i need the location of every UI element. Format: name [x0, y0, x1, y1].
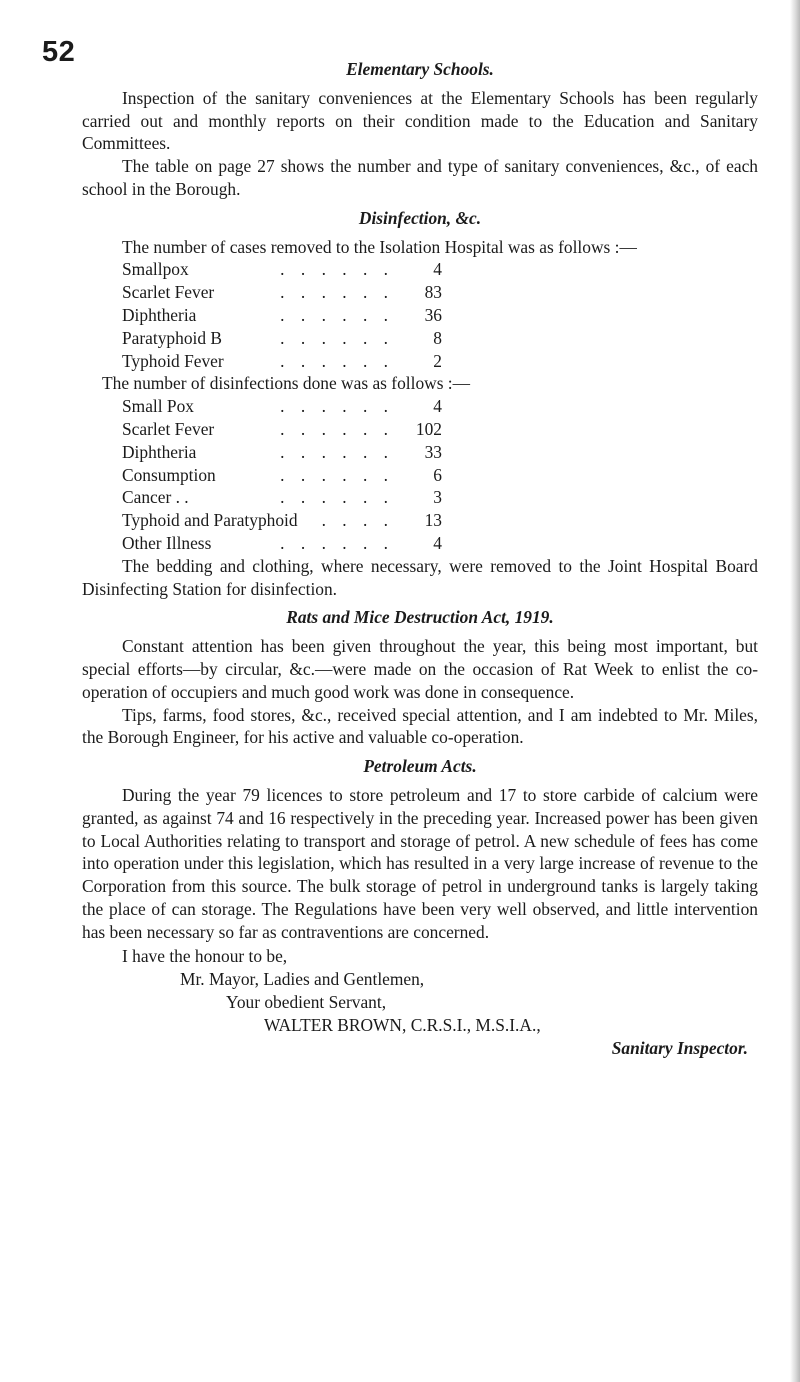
document-body	[82, 58, 758, 1059]
list-item	[122, 327, 442, 350]
item-value: 4	[433, 532, 442, 553]
signature-address: Mr. Mayor, Ladies and Gentlemen,	[180, 969, 425, 990]
leader-dots: . . . . . .	[280, 418, 394, 439]
list-item	[122, 281, 442, 304]
item-value: 2	[433, 350, 442, 371]
leader-dots: . . . . . .	[280, 441, 394, 462]
item-value: 102	[415, 418, 442, 439]
item-name: Scarlet Fever	[122, 418, 215, 439]
item-value: 83	[424, 282, 442, 303]
paragraph: Tips, farms, food stores, &c., received special attention, and I am indebted to Mr. Miles, the Borough Engineer, for his active and valuable co-operation.	[82, 704, 758, 748]
removed-cases-intro: The number of cases removed to the Isolation Hospital was as follows :—	[122, 236, 637, 257]
list-item	[122, 509, 442, 532]
signature-salutation: I have the honour to be,	[122, 946, 288, 967]
item-name: Scarlet Fever	[122, 282, 215, 303]
list-item	[122, 464, 442, 487]
section-petroleum	[82, 755, 758, 943]
signature-title: Sanitary Inspector.	[611, 1037, 748, 1058]
list-item	[122, 304, 442, 327]
item-name: Typhoid and Paratyphoid	[122, 510, 298, 531]
signature-closing: Your obedient Servant,	[226, 992, 387, 1013]
item-value: 4	[433, 259, 442, 280]
leader-dots: . . . . . .	[280, 282, 394, 303]
leader-dots: . . . .	[321, 510, 394, 531]
item-name: Small Pox	[122, 396, 194, 417]
leader-dots: . . . . . .	[280, 327, 394, 348]
list-item	[122, 486, 442, 509]
item-name: Consumption	[122, 464, 216, 485]
item-value: 36	[424, 304, 442, 325]
paragraph: Constant attention has been given throughout the year, this being most important, but special efforts—by circular, &c.—were made on the occasion of Rat Week to enlist the co-operation of occupiers and much good work was done in consequence.	[82, 636, 758, 702]
item-value: 6	[433, 464, 442, 485]
heading-elementary-schools: Elementary Schools.	[346, 59, 494, 79]
section-elementary-schools	[82, 58, 758, 201]
heading-rats-mice: Rats and Mice Destruction Act, 1919.	[286, 607, 554, 628]
list-item	[122, 395, 442, 418]
item-name: Other Illness	[122, 532, 212, 553]
item-name: Diphtheria	[122, 304, 197, 325]
leader-dots: . . . . . .	[280, 487, 394, 508]
signature-name: WALTER BROWN, C.R.S.I., M.S.I.A.,	[264, 1014, 541, 1035]
list-item	[122, 258, 442, 281]
item-name: Diphtheria	[122, 441, 197, 462]
item-value: 3	[433, 487, 442, 508]
leader-dots: . . . . . .	[280, 464, 394, 485]
section-disinfection	[82, 207, 758, 601]
page-number: 52	[42, 36, 76, 68]
leader-dots: . . . . . .	[280, 350, 394, 371]
item-value: 13	[424, 510, 442, 531]
paragraph: During the year 79 licences to store petroleum and 17 to store carbide of calcium were granted, as against 74 and 16 respectively in the preceding year. Increased power has been given to Local Authorities relating to transport and storage of petrol. A new schedule of fees has come into operation under this legislation, which has resulted in a very large increase of revenue to the Corporation from this source. The bulk storage of petrol in underground tanks is largely taking the place of can storage. The Regulations have been very well observed, and little intervention has been necessary so far as contraventions are concerned.	[82, 784, 758, 942]
item-value: 33	[424, 441, 442, 462]
list-item	[122, 441, 442, 464]
list-item	[122, 418, 442, 441]
paragraph: The table on page 27 shows the number and type of sanitary conveniences, &c., of each school in the Borough.	[82, 156, 758, 199]
disinfections-list	[122, 395, 442, 555]
item-value: 8	[433, 327, 442, 348]
disinfections-intro: The number of disinfections done was as follows :—	[102, 373, 471, 394]
leader-dots: . . . . . .	[280, 396, 394, 417]
section-rats-mice	[82, 606, 758, 749]
item-name: Paratyphoid B	[122, 327, 222, 348]
item-name: Smallpox	[122, 259, 189, 280]
paragraph: The bedding and clothing, where necessary, were removed to the Joint Hospital Board Disinfecting Station for disinfection.	[82, 555, 758, 599]
leader-dots: . . . . . .	[280, 259, 394, 280]
removed-cases-list	[122, 258, 442, 372]
signature-block	[82, 945, 758, 1059]
leader-dots: . . . . . .	[280, 304, 394, 325]
list-item	[122, 532, 442, 555]
item-name: Cancer . .	[122, 487, 189, 508]
item-name: Typhoid Fever	[122, 350, 224, 371]
leader-dots: . . . . . .	[280, 532, 394, 553]
heading-petroleum: Petroleum Acts.	[363, 756, 477, 777]
heading-disinfection: Disinfection, &c.	[358, 207, 482, 228]
list-item	[122, 350, 442, 373]
item-value: 4	[433, 396, 442, 417]
paragraph: Inspection of the sanitary conveniences at the Elementary Schools has been regularly carried out and monthly reports on their condition made to the Education and Sanitary Committees.	[82, 87, 758, 154]
page-edge-shadow	[790, 0, 800, 1382]
